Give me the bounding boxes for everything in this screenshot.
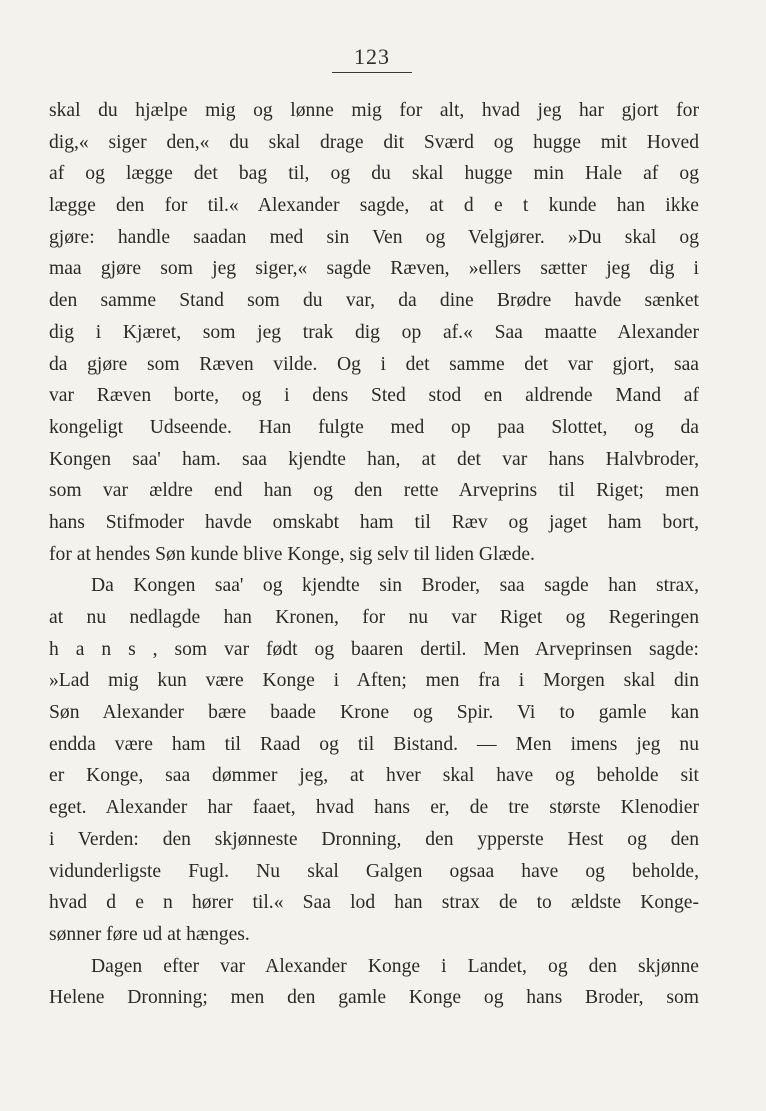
text-line: Kongen saa' ham. saa kjendte han, at det var hans Halvbroder, xyxy=(49,448,699,470)
text-line: var Ræven borte, og i dens Sted stod en aldrende Mand af xyxy=(49,385,699,407)
text-line: h a n s , som var født og baaren dertil. Men Arveprinsen sagde: xyxy=(49,638,699,660)
text-line: Helene Dronning; men den gamle Konge og hans Broder, som xyxy=(49,987,699,1009)
text-line: dig i Kjæret, som jeg trak dig op af.« Saa maatte Alexander xyxy=(49,321,699,343)
page-number-rule xyxy=(332,72,412,73)
text-line: Dagen efter var Alexander Konge i Landet, og den skjønne xyxy=(91,955,699,977)
text-line: som var ældre end han og den rette Arveprins til Riget; men xyxy=(49,480,699,502)
text-line: hvad d e n hører til.« Saa lod han strax de to ældste Konge- xyxy=(49,892,699,914)
text-line: den samme Stand som du var, da dine Brødre havde sænket xyxy=(49,290,699,312)
text-line: gjøre: handle saadan med sin Ven og Velgjører. »Du skal og xyxy=(49,226,699,248)
text-line: eget. Alexander har faaet, hvad hans er, de tre største Klenodier xyxy=(49,797,699,819)
text-line: kongeligt Udseende. Han fulgte med op paa Slottet, og da xyxy=(49,416,699,438)
text-line: vidunderligste Fugl. Nu skal Galgen ogsaa have og beholde, xyxy=(49,860,699,882)
text-line: Søn Alexander bære baade Krone og Spir. Vi to gamle kan xyxy=(49,702,699,724)
text-line: hans Stifmoder havde omskabt ham til Ræv og jaget ham bort, xyxy=(49,511,699,533)
text-line: er Konge, saa dømmer jeg, at hver skal have og beholde sit xyxy=(49,765,699,787)
text-line: at nu nedlagde han Kronen, for nu var Riget og Regeringen xyxy=(49,607,699,628)
text-line: dig,« siger den,« du skal drage dit Sværd og hugge mit Hoved xyxy=(49,131,699,153)
text-line: lægge den for til.« Alexander sagde, at d e t kunde han ikke xyxy=(49,195,699,217)
text-line: af og lægge det bag til, og du skal hugge min Hale af og xyxy=(49,163,699,185)
text-line: »Lad mig kun være Konge i Aften; men fra i Morgen skal din xyxy=(49,670,699,692)
page-number: 123 xyxy=(354,44,390,69)
text-line: skal du hjælpe mig og lønne mig for alt, hvad jeg har gjort for xyxy=(49,100,699,121)
body-text xyxy=(49,95,699,1014)
text-line: da gjøre som Ræven vilde. Og i det samme det var gjort, saa xyxy=(49,353,699,375)
text-line: i Verden: den skjønneste Dronning, den ypperste Hest og den xyxy=(49,828,699,850)
text-line: for at hendes Søn kunde blive Konge, sig selv til liden Glæde. xyxy=(49,543,535,565)
text-line: sønner føre ud at hænges. xyxy=(49,923,250,945)
text-line: maa gjøre som jeg siger,« sagde Ræven, »ellers sætter jeg dig i xyxy=(49,258,699,280)
text-line: Da Kongen saa' og kjendte sin Broder, saa sagde han strax, xyxy=(91,575,699,597)
text-line: endda være ham til Raad og til Bistand. — Men imens jeg nu xyxy=(49,733,699,755)
